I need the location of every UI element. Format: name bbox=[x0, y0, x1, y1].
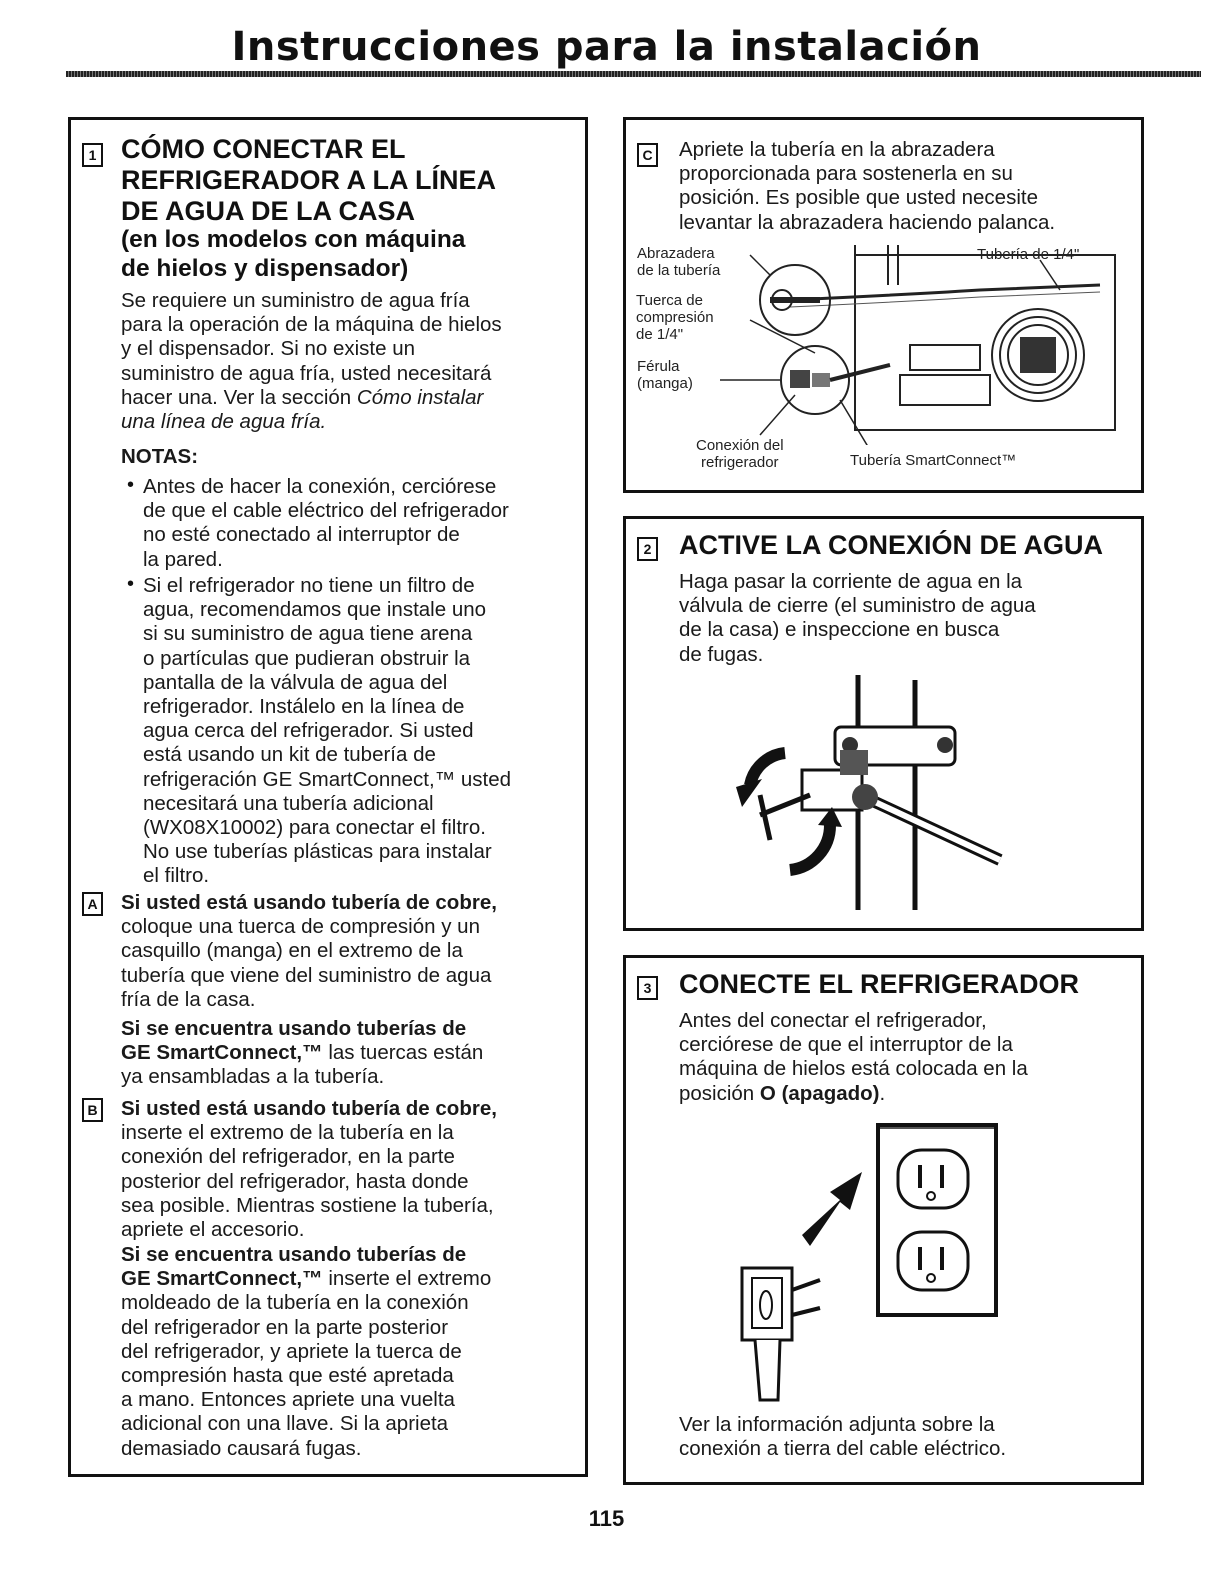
section-2-text: Haga pasar la corriente de agua en la válvula de cierre (el suministro de agua de la casa) e inspeccione en busca de fugas. bbox=[679, 570, 1036, 666]
step-c-text: Apriete la tubería en la abrazadera proporcionada para sostenerla en su posición. Es posible que usted necesite levantar la abrazadera haciendo palanca. bbox=[679, 138, 1056, 234]
section-2-heading: ACTIVE LA CONEXIÓN DE AGUA bbox=[679, 530, 1104, 560]
section-1-subheading: (en los modelos con máquina de hielos y dispensador) bbox=[121, 226, 466, 282]
bullet-1: • bbox=[127, 474, 135, 496]
section-3-heading: CONECTE EL REFRIGERADOR bbox=[679, 969, 1080, 999]
step-a-text: Si usted está usando tubería de cobre, coloque una tuerca de compresión y un casquillo (manga) en el extremo de la tubería que viene del suministro de agua fría de la casa. bbox=[121, 891, 497, 1011]
label-clamp: Abrazadera de la tubería bbox=[637, 245, 721, 279]
section-3-footer: Ver la información adjunta sobre la conexión a tierra del cable eléctrico. bbox=[679, 1413, 1007, 1461]
section-1-intro: Se requiere un suministro de agua fría para la operación de la máquina de hielos y el dispensador. Si no existe un suministro de agua fría, usted necesitará hacer una. Ver la sección Cómo instalar una línea de agua fría. bbox=[121, 289, 502, 434]
step-number-1: 1 bbox=[82, 143, 103, 167]
page-title: Instrucciones para la instalación bbox=[231, 24, 982, 70]
step-b-text: Si usted está usando tubería de cobre, inserte el extremo de la tubería en la conexión del refrigerador, en la parte posterior del refrigerador, hasta donde sea posible. Mientras sostiene la tubería, apriete el accesorio. bbox=[121, 1097, 497, 1242]
step-label-c: C bbox=[637, 143, 658, 167]
step-number-3: 3 bbox=[637, 976, 658, 1000]
label-smartconnect: Tubería SmartConnect™ bbox=[850, 452, 1017, 469]
shutoff-valve-illustration bbox=[720, 675, 1010, 915]
label-tube: Tubería de 1/4" bbox=[977, 246, 1080, 263]
step-a-smartconnect: Si se encuentra usando tuberías de GE SmartConnect,™ las tuercas están ya ensambladas a la tubería. bbox=[121, 1017, 484, 1089]
section-3-text: Antes del conectar el refrigerador, cerciórese de que el interruptor de la máquina de hielos está colocada en la posición O (apagado). bbox=[679, 1009, 1028, 1105]
step-number-2: 2 bbox=[637, 537, 658, 561]
page-number: 115 bbox=[588, 1506, 625, 1531]
note-1: Antes de hacer la conexión, cerciórese de que el cable eléctrico del refrigerador no esté conectado al interruptor de la pared. bbox=[143, 475, 509, 571]
label-nut: Tuerca de compresión de 1/4" bbox=[636, 292, 714, 343]
title-rule bbox=[66, 71, 1201, 77]
step-label-b: B bbox=[82, 1098, 103, 1122]
label-connection: Conexión del refrigerador bbox=[696, 437, 784, 471]
outlet-plug-illustration bbox=[730, 1120, 1010, 1405]
bullet-2: • bbox=[127, 573, 135, 595]
label-ferrule: Férula (manga) bbox=[637, 358, 693, 392]
notes-label: NOTAS: bbox=[121, 445, 199, 468]
note-2: Si el refrigerador no tiene un filtro de agua, recomendamos que instale uno si su suministro de agua tiene arena o partículas que pudieran obstruir la pantalla de la válvula de agua del refrigerador. Instálelo en la línea de agua cerca del refrigerador. Si usted está usando un kit de tubería de refrigeración GE SmartConnect,™ usted necesitará una tubería adicional (WX08X10002) para conectar el filtro. No use tuberías plásticas para instalar el filtro. bbox=[143, 574, 512, 888]
tubing-illustration bbox=[720, 245, 1130, 445]
section-1-heading: CÓMO CONECTAR EL REFRIGERADOR A LA LÍNEA DE AGUA DE LA CASA bbox=[121, 134, 496, 226]
step-b-smartconnect: Si se encuentra usando tuberías de GE SmartConnect,™ inserte el extremo moldeado de la tubería en la conexión del refrigerador en la parte posterior del refrigerador, y apriete la tuerca de compresión hasta que esté apretada a mano. Entonces apriete una vuelta adicional con una llave. Si la aprieta demasiado causará fugas. bbox=[121, 1243, 492, 1460]
step-label-a: A bbox=[82, 892, 103, 916]
